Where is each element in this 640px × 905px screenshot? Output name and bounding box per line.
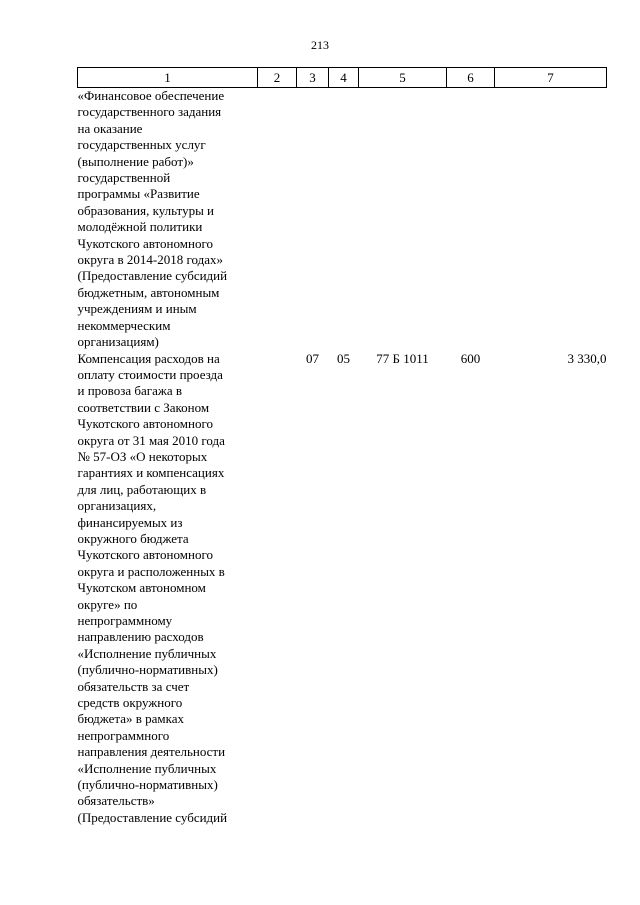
header-col-2: 2	[258, 68, 297, 88]
text-line: образования, культуры и	[77, 202, 215, 218]
text-line: финансируемых из	[77, 514, 183, 530]
text-line: округа и расположенных в	[77, 563, 225, 579]
row-2-col-7: 3 330,0	[567, 350, 607, 366]
row-1-name	[78, 88, 258, 351]
row-2-col-6: 600	[460, 350, 481, 366]
text-line: «Исполнение публичных	[77, 645, 217, 661]
text-line: «Исполнение публичных	[77, 760, 217, 776]
header-col-7: 7	[495, 68, 607, 88]
text-line: Чукотского автономного	[77, 547, 213, 563]
text-line: округе» по	[77, 596, 138, 612]
text-line: (Предоставление субсидий	[77, 268, 228, 284]
row-1-col-3	[297, 88, 329, 351]
row-2-name	[78, 351, 258, 827]
text-line: непрограммного	[77, 727, 170, 743]
text-line: организациях,	[77, 498, 157, 514]
text-line: (публично-нормативных)	[77, 777, 218, 793]
row-1-col-5	[359, 88, 447, 351]
text-line: направлению расходов	[77, 629, 204, 645]
text-line: (выполнение работ)»	[77, 153, 194, 169]
header-col-5: 5	[359, 68, 447, 88]
budget-table	[77, 67, 607, 826]
text-line: государственной	[77, 170, 171, 186]
text-line: обязательств»	[77, 793, 155, 809]
row-2-col-3: 07	[306, 350, 319, 366]
row-2-col-2	[258, 351, 297, 827]
text-line: окружного бюджета	[77, 530, 189, 546]
row-1-col-2	[258, 88, 297, 351]
row-1-col-4	[329, 88, 359, 351]
text-line: Компенсация расходов на	[77, 350, 220, 366]
text-line: и провоза багажа в	[77, 383, 182, 399]
text-line: округа в 2014-2018 годах»	[77, 252, 223, 268]
header-col-6: 6	[447, 68, 495, 88]
text-line: бюджета» в рамках	[77, 711, 184, 727]
text-line: «Финансовое обеспечение	[77, 88, 225, 103]
text-line: бюджетным, автономным	[77, 284, 220, 300]
header-col-1: 1	[78, 68, 258, 88]
table-row	[78, 351, 607, 827]
text-line: № 57-ОЗ «О некоторых	[77, 448, 208, 464]
header-col-3: 3	[297, 68, 329, 88]
text-line: (Предоставление субсидий	[77, 809, 228, 825]
row-1-col-7	[495, 88, 607, 351]
text-line: Чукотского автономного	[77, 416, 213, 432]
text-line: непрограммному	[77, 613, 173, 628]
text-line: учреждениям и иным	[77, 301, 197, 317]
text-line: гарантиях и компенсациях	[77, 465, 225, 481]
text-line: государственных услуг	[77, 137, 206, 153]
table-row	[78, 88, 607, 351]
page-number: 213	[311, 38, 329, 52]
text-line: обязательств за счет	[77, 678, 190, 694]
text-line: некоммерческим	[77, 317, 171, 333]
text-line: направления деятельности	[77, 744, 226, 760]
text-line: оплату стоимости проезда	[77, 366, 223, 382]
text-line: молодёжной политики	[77, 219, 203, 235]
row-2-col-5: 77 Б 1011	[376, 350, 429, 366]
text-line: для лиц, работающих в	[77, 481, 207, 497]
text-line: Чукотском автономном	[77, 580, 206, 596]
text-line: программы «Развитие	[77, 186, 200, 202]
text-line: на оказание	[77, 120, 143, 136]
text-line: средств окружного	[77, 695, 183, 711]
text-line: соответствии с Законом	[77, 399, 210, 415]
header-col-4: 4	[329, 68, 359, 88]
row-2-col-4: 05	[337, 350, 350, 366]
row-1-col-6	[447, 88, 495, 351]
text-line: организациям)	[77, 334, 159, 350]
text-line: (публично-нормативных)	[77, 662, 218, 678]
table-header-row	[78, 68, 607, 88]
text-line: округа от 31 мая 2010 года	[77, 432, 225, 448]
text-line: государственного задания	[77, 104, 222, 120]
text-line: Чукотского автономного	[77, 235, 213, 251]
